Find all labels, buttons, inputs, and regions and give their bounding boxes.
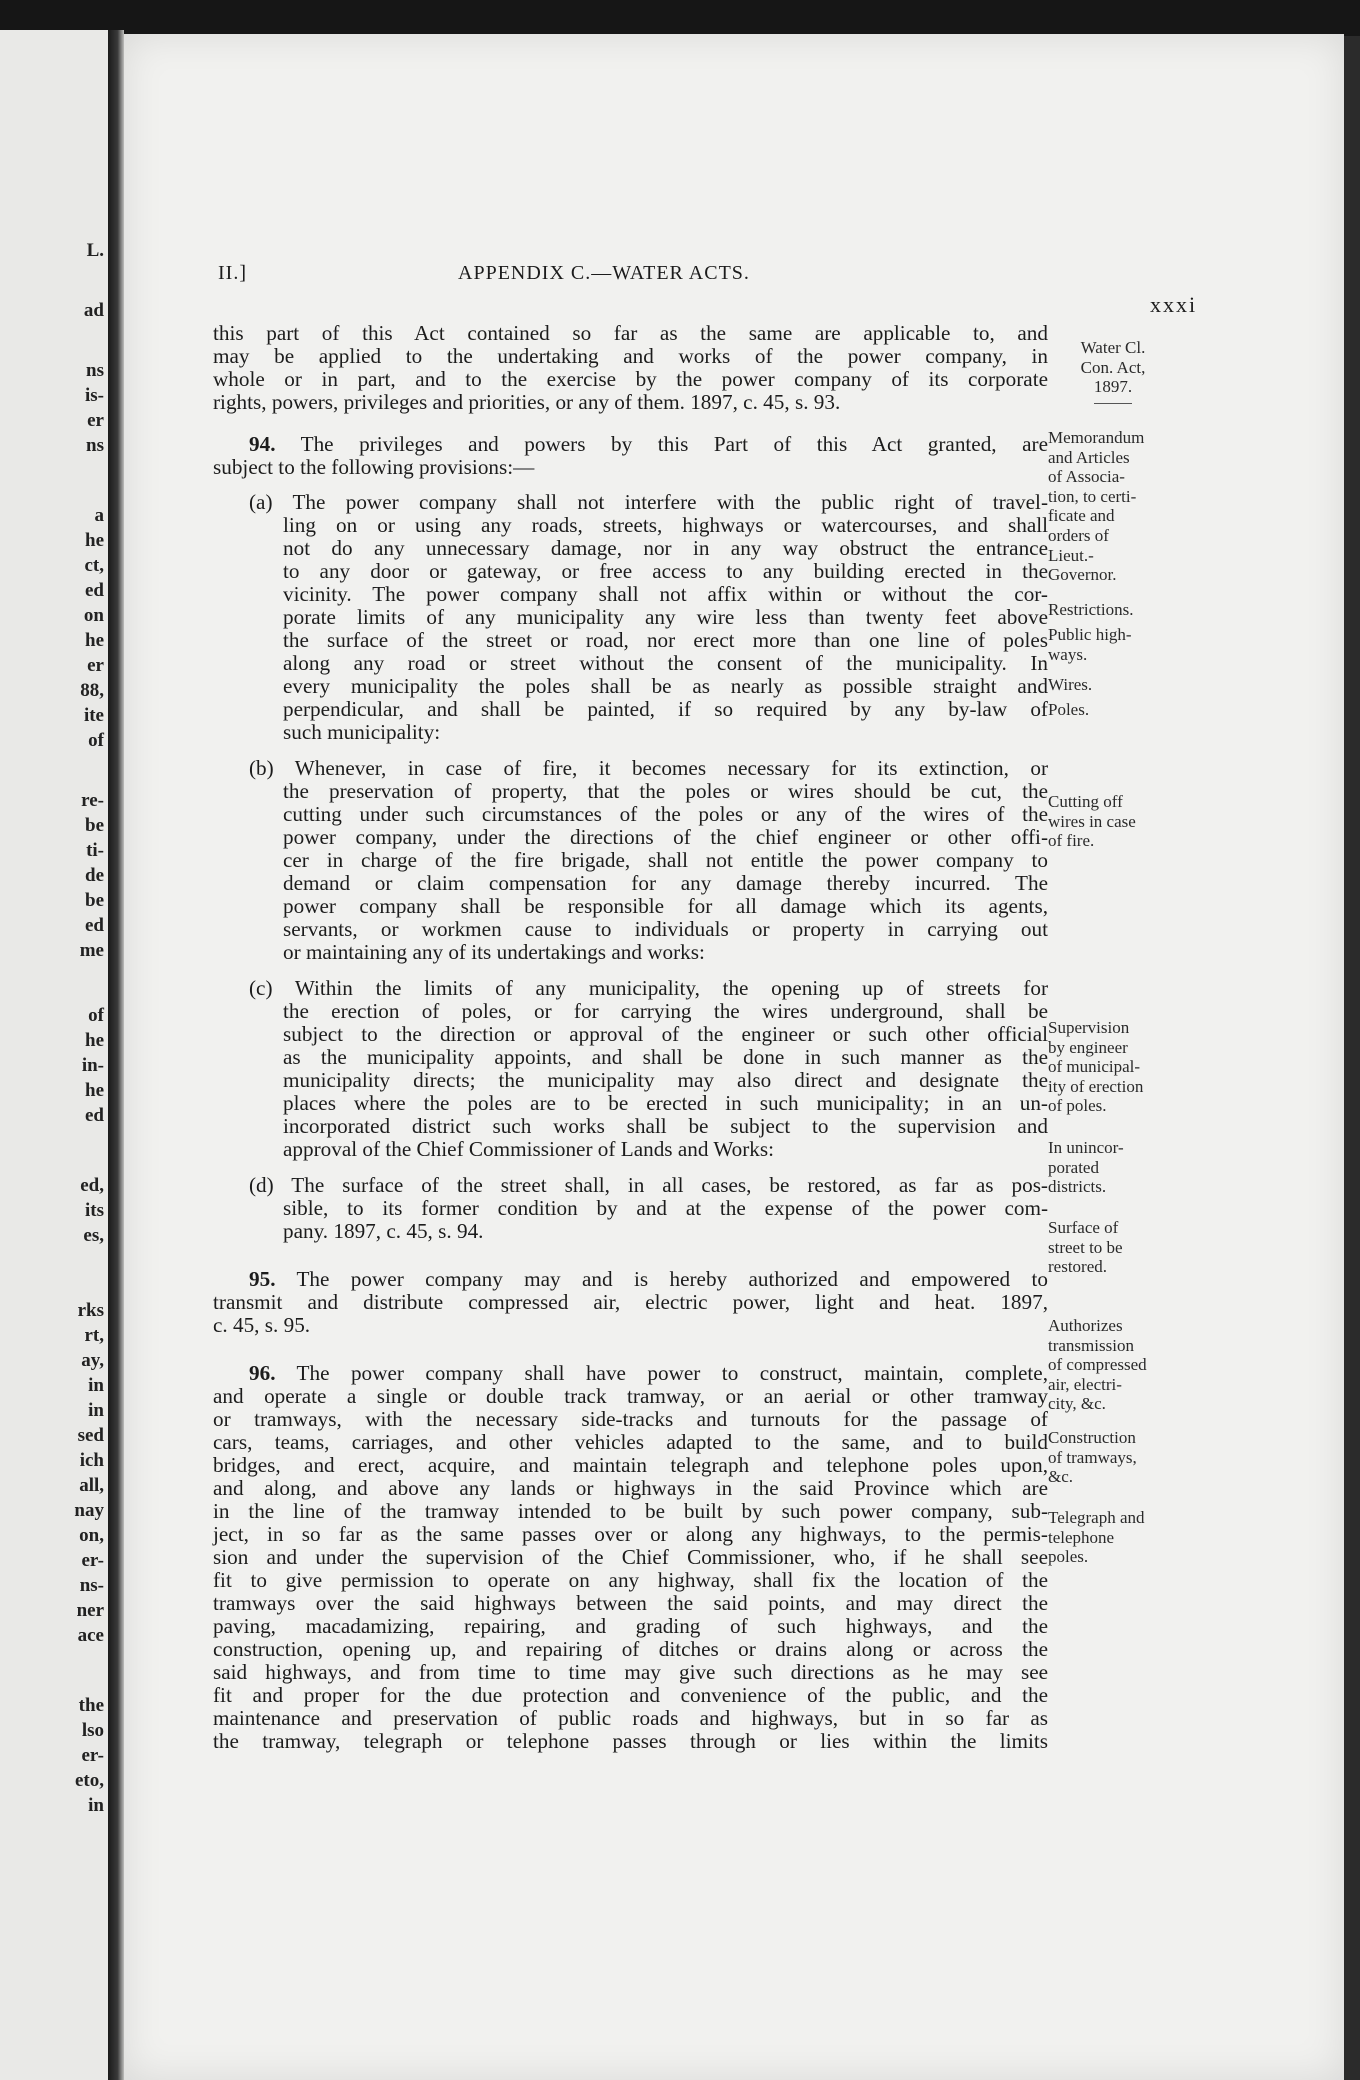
facing-page-text-fragment: all, xyxy=(79,1475,104,1496)
marginal-note-line: Memorandum xyxy=(1048,428,1145,447)
text-line: incorporated district such works shall be subject to the supervision and xyxy=(283,1114,1048,1138)
marginal-note-line: Telegraph and xyxy=(1048,1508,1145,1527)
text-line: demand or claim compensation for any damage thereby incurred. The xyxy=(283,871,1048,895)
marginal-note-line: telephone xyxy=(1048,1527,1115,1547)
section-number: 96. xyxy=(249,1361,276,1385)
facing-page-text-fragment: be xyxy=(85,815,104,836)
text-line: subject to the direction or approval of the engineer or such other official xyxy=(283,1022,1048,1046)
facing-page-text-fragment: ed xyxy=(85,915,104,936)
marginal-note-line: transmission xyxy=(1048,1335,1134,1355)
marginal-note xyxy=(1048,1508,1218,1567)
facing-page-text-fragment: on xyxy=(83,605,104,626)
facing-page-text-fragment: re- xyxy=(81,790,104,811)
text-line: cer in charge of the fire brigade, shall not entitle the power company to xyxy=(283,848,1048,872)
marginal-note-line: Governor. xyxy=(1048,565,1117,585)
marginal-note-line: Con. Act, xyxy=(1080,357,1146,377)
facing-page-text-fragment: of xyxy=(88,1005,104,1026)
marginal-note-line: Poles. xyxy=(1048,700,1090,719)
facing-page-text-fragment: L. xyxy=(86,240,104,261)
text-line: not do any unnecessary damage, nor in any way obstruct the entrance xyxy=(283,536,1048,560)
facing-page-text-fragment: he xyxy=(85,530,104,551)
text-line: power company, under the directions of the chief engineer or other offi- xyxy=(283,825,1048,849)
facing-page-text-fragment: the xyxy=(78,1695,104,1716)
marginal-note-line: Water Cl. xyxy=(1080,338,1146,357)
text-line: subject to the following provisions:— xyxy=(213,455,535,479)
text-line: c. 45, s. 95. xyxy=(213,1313,311,1337)
text-line: the erection of poles, or for carrying the wires underground, shall be xyxy=(283,999,1048,1023)
marginal-note-line: city, &c. xyxy=(1048,1394,1106,1414)
facing-page-text-fragment: me xyxy=(79,940,104,961)
text-line: 94. The privileges and powers by this Part of this Act granted, are xyxy=(249,432,1048,456)
marginal-note-line: ways. xyxy=(1048,644,1088,664)
facing-page-text-fragment: ed, xyxy=(80,1175,104,1196)
running-head-part: II.] xyxy=(218,262,247,284)
text-line: tramways over the said highways between the said points, and may direct the xyxy=(213,1591,1048,1615)
text-line: places where the poles are to be erected in such municipality; in an un- xyxy=(283,1091,1048,1115)
marginal-note xyxy=(1048,1218,1218,1277)
marginal-note-line: &c. xyxy=(1048,1467,1074,1487)
facing-page-text-fragment: ich xyxy=(79,1450,104,1471)
text-line: cars, teams, carriages, and other vehicles adapted to the same, and to build xyxy=(213,1430,1048,1454)
text-line: fit to give permission to operate on any highway, shall fix the location of the xyxy=(213,1568,1048,1592)
marginal-note-line: tion, to certi- xyxy=(1048,486,1137,506)
scan-top-border xyxy=(0,0,1360,36)
facing-page-text-fragment: rt, xyxy=(84,1325,104,1346)
marginal-note-line: orders of xyxy=(1048,525,1109,545)
marginal-note xyxy=(1048,792,1218,851)
text-line: cutting under such circumstances of the poles or any of the wires of the xyxy=(283,802,1048,826)
text-line: whole or in part, and to the exercise by the power company of its corporate xyxy=(213,367,1048,391)
text-line: this part of this Act contained so far as the same are applicable to, and xyxy=(213,321,1048,345)
text-line: the tramway, telegraph or telephone passes through or lies within the limits xyxy=(213,1729,1048,1753)
marginal-note-line: air, electri- xyxy=(1048,1374,1122,1394)
facing-page-text-fragment: ti- xyxy=(86,840,104,861)
facing-page-text-fragment: ns xyxy=(86,360,104,381)
marginal-note-line: Wires. xyxy=(1048,675,1093,694)
facing-page-text-fragment: in- xyxy=(81,1055,104,1076)
page-number: xxxi xyxy=(1150,292,1198,317)
marginal-note-line: of poles. xyxy=(1048,1096,1107,1116)
marginal-note xyxy=(1048,1316,1218,1414)
marginal-note-line: of municipal- xyxy=(1048,1057,1141,1077)
text-line: the surface of the street or road, nor erect more than one line of poles xyxy=(283,628,1048,652)
text-line: porate limits of any municipality any wire less than twenty feet above xyxy=(283,605,1048,629)
facing-page-text-fragment: sed xyxy=(77,1425,104,1446)
facing-page-text-fragment: in xyxy=(88,1375,104,1396)
facing-page-text-fragment: in xyxy=(88,1795,104,1816)
text-line: ject, in so far as the same passes over or along any highways, to the permis- xyxy=(213,1522,1048,1546)
section-number: 95. xyxy=(249,1267,276,1291)
marginal-note-line: Restrictions. xyxy=(1048,600,1134,619)
facing-page-text-fragment: ns xyxy=(86,435,104,456)
text-line: approval of the Chief Commissioner of Lands and Works: xyxy=(283,1137,775,1161)
text-line: ling on or using any roads, streets, highways or watercourses, and shall xyxy=(283,513,1048,537)
facing-page-text-fragment: er xyxy=(87,410,104,431)
marginal-note xyxy=(1048,600,1218,620)
marginal-note xyxy=(1048,1428,1218,1487)
marginal-note-line: districts. xyxy=(1048,1177,1107,1197)
facing-page-text-fragment: ner xyxy=(76,1600,104,1621)
text-line: servants, or workmen cause to individuals or property in carrying out xyxy=(283,917,1048,941)
marginal-note xyxy=(1048,428,1218,585)
marginal-note-line: 1897. xyxy=(1093,377,1133,397)
marginal-note xyxy=(1058,338,1168,410)
marginal-note-line: of Associa- xyxy=(1048,467,1125,487)
facing-page-text-fragment: eto, xyxy=(74,1770,104,1791)
facing-page-text-fragment: a xyxy=(94,505,104,526)
facing-page-text-fragment: he xyxy=(85,630,104,651)
marginal-note-line: Construction xyxy=(1048,1428,1136,1447)
facing-page-text-fragment: ace xyxy=(77,1625,104,1646)
text-line: every municipality the poles shall be as nearly as possible straight and xyxy=(283,674,1048,698)
marginal-note xyxy=(1048,700,1218,720)
text-line: along any road or street without the consent of the municipality. In xyxy=(283,651,1048,675)
marginal-note-line: by engineer xyxy=(1048,1037,1128,1057)
marginal-note xyxy=(1048,1018,1218,1116)
facing-page-text-fragment: es, xyxy=(83,1225,104,1246)
marginal-note xyxy=(1048,625,1218,664)
facing-page-text-fragment: ad xyxy=(83,300,104,321)
text-line: perpendicular, and shall be painted, if so required by any by-law of xyxy=(283,697,1048,721)
marginal-note-line: ity of erection xyxy=(1048,1076,1144,1096)
marginal-note-line: of compressed xyxy=(1048,1355,1147,1375)
text-line: sion and under the supervision of the Chief Commissioner, who, if he shall see xyxy=(213,1545,1048,1569)
facing-page-text-fragment: ed xyxy=(85,1105,104,1126)
text-line: sible, to its former condition by and at the expense of the power com- xyxy=(283,1196,1048,1220)
facing-page-text-fragment: er- xyxy=(81,1745,104,1766)
marginal-rule xyxy=(1094,403,1132,404)
text-line: (d) The surface of the street shall, in all cases, be restored, as far as pos- xyxy=(249,1173,1048,1197)
facing-page-fragment xyxy=(0,30,108,2080)
text-line: 96. The power company shall have power to construct, maintain, complete, xyxy=(249,1361,1048,1385)
text-line: such municipality: xyxy=(283,720,441,744)
text-line: transmit and distribute compressed air, electric power, light and heat. 1897, xyxy=(213,1290,1048,1314)
marginal-note-line: Surface of xyxy=(1048,1218,1119,1237)
text-line: municipality directs; the municipality may also direct and designate the xyxy=(283,1068,1048,1092)
facing-page-text-fragment: ay, xyxy=(81,1350,104,1371)
facing-page-text-fragment: ed xyxy=(85,580,104,601)
text-line: fit and proper for the due protection and convenience of the public, and the xyxy=(213,1683,1048,1707)
marginal-note-line: Cutting off xyxy=(1048,792,1123,811)
marginal-note-line: of tramways, xyxy=(1048,1447,1137,1467)
facing-page-text-fragment: ct, xyxy=(84,555,104,576)
text-line: may be applied to the undertaking and works of the power company, in xyxy=(213,344,1048,368)
text-line: as the municipality appoints, and shall be done in such manner as the xyxy=(283,1045,1048,1069)
facing-page-text-fragment: its xyxy=(85,1200,104,1221)
facing-page-text-fragment: er xyxy=(87,655,104,676)
section-number: 94. xyxy=(249,432,276,456)
marginal-note-line: and Articles xyxy=(1048,447,1130,467)
text-line: in the line of the tramway intended to be built by such power company, sub- xyxy=(213,1499,1048,1523)
facing-page-text-fragment: ite xyxy=(83,705,104,726)
text-line: (b) Whenever, in case of fire, it becomes necessary for its extinction, or xyxy=(249,756,1048,780)
marginal-note-line: Supervision xyxy=(1048,1018,1130,1037)
facing-page-text-fragment: 88, xyxy=(80,680,104,701)
marginal-note-line: In unincor- xyxy=(1048,1138,1124,1157)
facing-page-text-fragment: is- xyxy=(85,385,104,406)
text-line: power company shall be responsible for all damage which its agents, xyxy=(283,894,1048,918)
text-line: vicinity. The power company shall not affix within or without the cor- xyxy=(283,582,1048,606)
marginal-note-line: wires in case xyxy=(1048,811,1136,831)
text-line: (a) The power company shall not interfere with the public right of travel- xyxy=(249,490,1048,514)
facing-page-text-fragment: of xyxy=(88,730,104,751)
text-line: said highways, and from time to time may give such directions as he may see xyxy=(213,1660,1048,1684)
text-line: bridges, and erect, acquire, and maintain telegraph and telephone poles upon, xyxy=(213,1453,1048,1477)
book-gutter xyxy=(108,30,124,2080)
text-line: pany. 1897, c. 45, s. 94. xyxy=(283,1219,484,1243)
marginal-note-line: Lieut.- xyxy=(1048,545,1094,565)
text-line: and along, and above any lands or highways in the said Province which are xyxy=(213,1476,1048,1500)
marginal-note-line: of fire. xyxy=(1048,831,1095,851)
text-line: or maintaining any of its undertakings and works: xyxy=(283,940,705,964)
facing-page-text-fragment: ns- xyxy=(79,1575,104,1596)
text-line: paving, macadamizing, repairing, and grading of such highways, and the xyxy=(213,1614,1048,1638)
marginal-note-line: restored. xyxy=(1048,1257,1108,1277)
facing-page-text-fragment: he xyxy=(85,1030,104,1051)
facing-page-text-fragment: de xyxy=(85,865,104,886)
text-line: the preservation of property, that the poles or wires should be cut, the xyxy=(283,779,1048,803)
facing-page-text-fragment: er- xyxy=(81,1550,104,1571)
facing-page-text-fragment: be xyxy=(85,890,104,911)
facing-page-text-fragment: on, xyxy=(79,1525,104,1546)
facing-page-text-fragment: lso xyxy=(81,1720,104,1741)
text-line: (c) Within the limits of any municipality, the opening up of streets for xyxy=(249,976,1048,1000)
marginal-note-line: Authorizes xyxy=(1048,1316,1123,1335)
text-line: to any door or gateway, or free access to any building erected in the xyxy=(283,559,1048,583)
text-line: and operate a single or double track tramway, or an aerial or other tramway xyxy=(213,1384,1048,1408)
marginal-note-line: porated xyxy=(1048,1157,1099,1177)
facing-page-text-fragment: he xyxy=(85,1080,104,1101)
marginal-note-line: ficate and xyxy=(1048,506,1115,526)
text-line: construction, opening up, and repairing of ditches or drains along or across the xyxy=(213,1637,1048,1661)
facing-page-text-fragment: nay xyxy=(74,1500,104,1521)
facing-page-text-fragment: in xyxy=(88,1400,104,1421)
marginal-note-line: Public high- xyxy=(1048,625,1132,644)
text-line: rights, powers, privileges and priorities, or any of them. 1897, c. 45, s. 93. xyxy=(213,390,841,414)
marginal-note xyxy=(1048,675,1218,695)
text-line: maintenance and preservation of public roads and highways, but in so far as xyxy=(213,1706,1048,1730)
marginal-note-line: street to be xyxy=(1048,1237,1123,1257)
text-line: or tramways, with the necessary side-tracks and turnouts for the passage of xyxy=(213,1407,1048,1431)
running-head-title: APPENDIX C.—WATER ACTS. xyxy=(458,262,750,284)
marginal-note-line: poles. xyxy=(1048,1547,1089,1567)
marginal-note xyxy=(1048,1138,1218,1197)
text-line: 95. The power company may and is hereby authorized and empowered to xyxy=(249,1267,1048,1291)
facing-page-text-fragment: rks xyxy=(77,1300,104,1321)
